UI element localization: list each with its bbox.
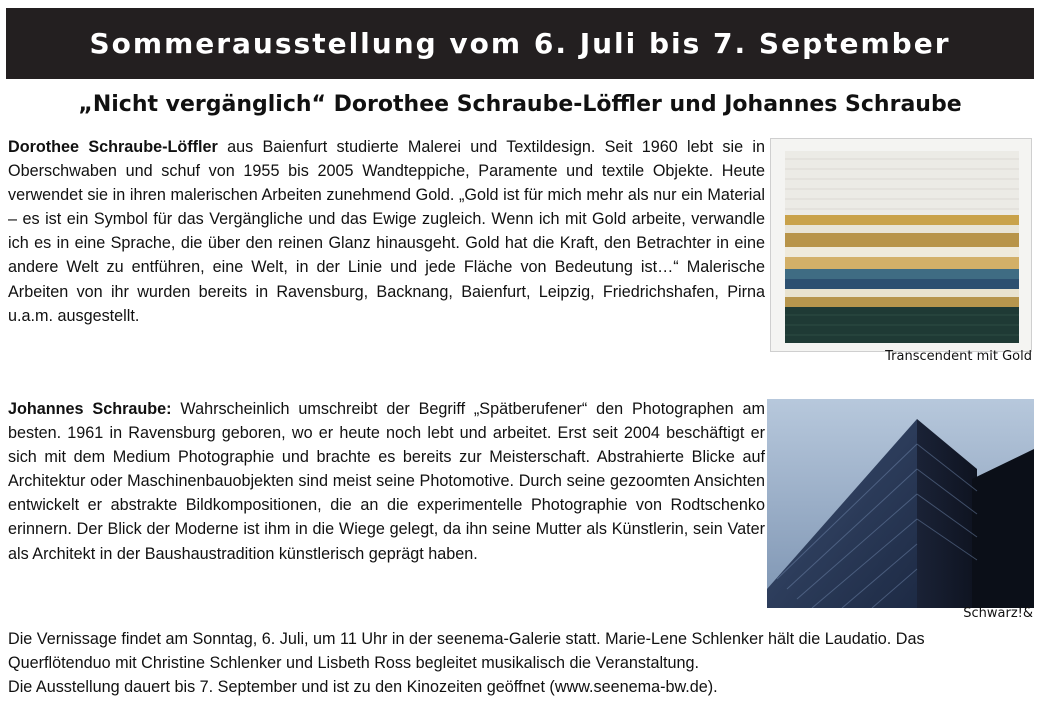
architecture-photo bbox=[767, 399, 1034, 608]
page-title: Sommerausstellung vom 6. Juli bis 7. September bbox=[89, 27, 951, 60]
artwork-caption-gold: Transcendent mit Gold bbox=[885, 349, 1032, 364]
bio-text-dorothee: aus Baienfurt studierte Malerei und Textildesign. Seit 1960 lebt sie in Oberschwaben und schuf von 1955 bis 2005 Wandteppiche, Paramente und textile Objekte. Heute verwendet sie in ihren malerischen Arbeiten zunehmend Gold. „Gold ist für mich mehr als nur ein Material – es ist ein Symbol für das Vergängliche und das Ewige zugleich. Wenn ich mit Gold arbeite, verwandle ich es in eine Sprache, die über den reinen Glanz hinausgeht. Gold hat die Kraft, den Betrachter in eine andere Welt zu entführen, eine Welt, in der Linie und jede Fläche von Bedeutung ist…“ Malerische Arbeiten von ihr wurden bereits in Ravensburg, Backnang, Baienfurt, Leipzig, Friedrichshafen, Pirna u.a.m. ausgestellt. bbox=[8, 138, 765, 325]
artist-name-dorothee: Dorothee Schraube-Löffler bbox=[8, 138, 218, 156]
exhibition-subtitle: „Nicht vergänglich“ Dorothee Schraube-Löffler und Johannes Schraube bbox=[78, 92, 962, 117]
artist-name-johannes: Johannes Schraube: bbox=[8, 400, 172, 418]
building-photo-graphic bbox=[767, 399, 1034, 608]
event-info bbox=[8, 627, 1028, 699]
photo-caption-schwarz: Schwarz!& bbox=[963, 606, 1033, 621]
header-banner bbox=[6, 8, 1034, 79]
artwork-textile-stripes bbox=[771, 139, 1032, 352]
artist-bio-johannes bbox=[8, 397, 765, 566]
vernissage-text: Die Vernissage findet am Sonntag, 6. Juli, um 11 Uhr in der seenema-Galerie statt. Marie-Lene Schlenker hält die Laudatio. Das Querflötenduo mit Christine Schlenker und Lisbeth Ross begleitet musikalisch die Veranstaltung. bbox=[8, 630, 925, 673]
bio-text-johannes: Wahrscheinlich umschreibt der Begriff „Spätberufener“ den Photographen am besten. 1961 in Ravensburg geboren, wo er heute noch lebt und arbeitet. Erst seit 2004 beschäftigt er sich mit dem Medium Photographie und brachte es bereits zur Meisterschaft. Abstrahierte Blicke auf Architektur oder Maschinenbauobjekten sind meist seine Photomotive. Durch seine gezoomten Ansichten entwickelt er abstrakte Bildkompositionen, die an die experimentelle Photographie von Rodtschenko erinnern. Der Blick der Moderne ist ihm in die Wiege gelegt, da ihn seine Mutter als Künstlerin, sein Vater als Architekt in der Baushaustradition künstlerisch geprägt haben. bbox=[8, 400, 765, 563]
opening-hours-text: Die Ausstellung dauert bis 7. September und ist zu den Kinozeiten geöffnet (www.seenema-bw.de). bbox=[8, 678, 718, 697]
artist-bio-dorothee bbox=[8, 135, 765, 328]
artwork-image-gold bbox=[770, 138, 1032, 352]
